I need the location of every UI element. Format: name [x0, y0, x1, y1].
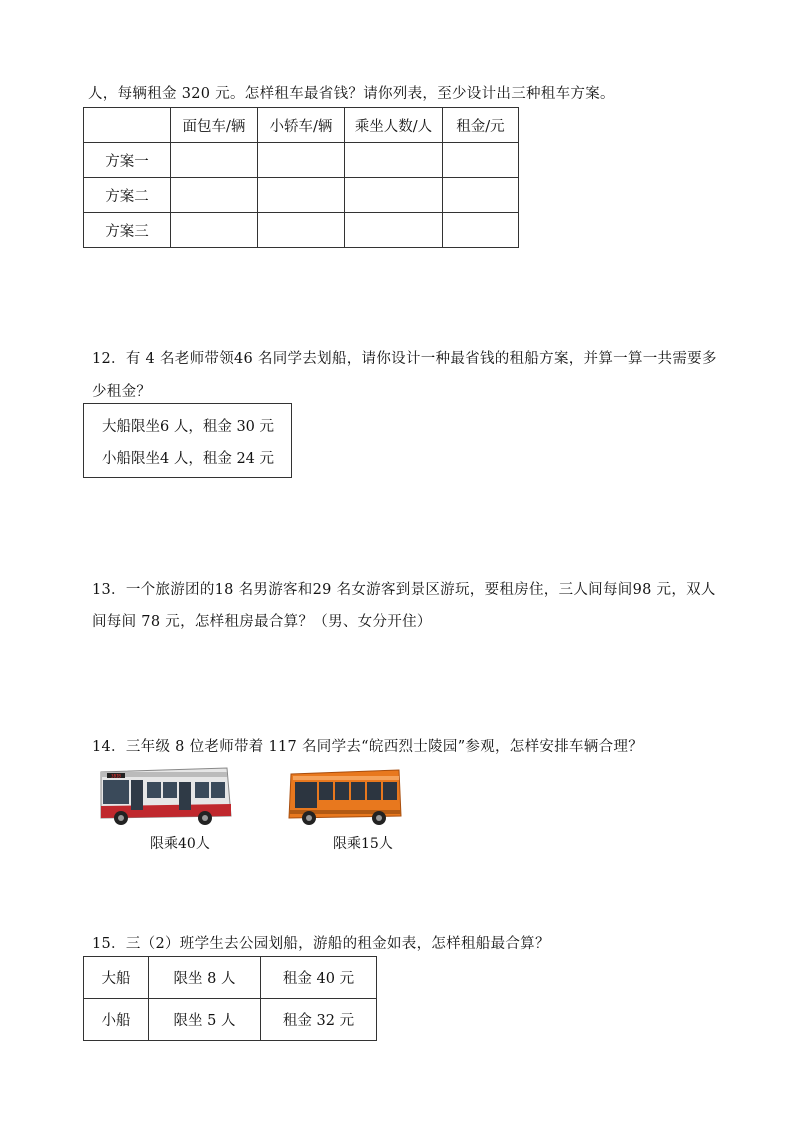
q11-cell — [345, 178, 443, 213]
table-row — [84, 178, 519, 213]
q15-cell: 限坐 5 人 — [149, 999, 261, 1041]
q14-line1: 14．三年级 8 位老师带着 117 名同学去“皖西烈士陵园”参观，怎样安排车辆合理？ — [92, 739, 644, 755]
q11-table — [83, 107, 519, 248]
q11-row-label: 方案三 — [84, 213, 171, 248]
table-row — [84, 213, 519, 248]
q11-cell — [345, 213, 443, 248]
q12-line2: 少租金？ — [92, 384, 152, 400]
bus1-caption: 限乘40人 — [150, 836, 210, 852]
bus-destination-sign: 3BIB — [111, 773, 121, 779]
q13-line1: 13．一个旅游团的18 名男游客和29 名女游客到景区游玩，要租房住，三人间每间98 元，双人 — [92, 582, 716, 598]
city-bus-40-image — [97, 762, 233, 828]
q11-cell — [443, 143, 519, 178]
q11-header-car: 小轿车/辆 — [258, 108, 345, 143]
q12-price-box — [83, 403, 292, 478]
q11-text-tail: 人，每辆租金 320 元。怎样租车最省钱？请你列表，至少设计出三种租车方案。 — [88, 86, 615, 102]
q15-table — [83, 956, 377, 1041]
q15-line1: 15．三（2）班学生去公园划船，游船的租金如表，怎样租船最合算？ — [92, 936, 550, 952]
q15-cell: 小船 — [84, 999, 149, 1041]
q12-line1: 12．有 4 名老师带领46 名同学去划船，请你设计一种最省钱的租船方案，并算一算一共需要多 — [92, 351, 717, 367]
q15-cell: 限坐 8 人 — [149, 957, 261, 999]
q12-big-boat: 大船限坐6 人，租金 30 元 — [102, 419, 275, 435]
q11-cell — [443, 178, 519, 213]
q12-small-boat: 小船限坐4 人，租金 24 元 — [102, 451, 275, 467]
q11-cell — [258, 213, 345, 248]
q11-row-label: 方案二 — [84, 178, 171, 213]
q11-row-label: 方案一 — [84, 143, 171, 178]
table-row — [84, 999, 377, 1041]
q13-line2: 间每间 78 元，怎样租房最合算？（男、女分开住） — [92, 614, 432, 630]
q11-cell — [443, 213, 519, 248]
q11-cell — [171, 143, 258, 178]
q11-cell — [258, 178, 345, 213]
q15-cell: 大船 — [84, 957, 149, 999]
q11-header-van: 面包车/辆 — [171, 108, 258, 143]
q15-cell: 租金 40 元 — [261, 957, 377, 999]
table-row — [84, 957, 377, 999]
q11-cell — [171, 213, 258, 248]
q11-cell — [345, 143, 443, 178]
q15-cell: 租金 32 元 — [261, 999, 377, 1041]
q11-header-corner — [84, 108, 171, 143]
coach-bus-15-image — [283, 766, 403, 828]
bus2-caption: 限乘15人 — [333, 836, 393, 852]
q11-header-people: 乘坐人数/人 — [345, 108, 443, 143]
table-row — [84, 143, 519, 178]
q11-header-rent: 租金/元 — [443, 108, 519, 143]
q11-cell — [258, 143, 345, 178]
q11-cell — [171, 178, 258, 213]
